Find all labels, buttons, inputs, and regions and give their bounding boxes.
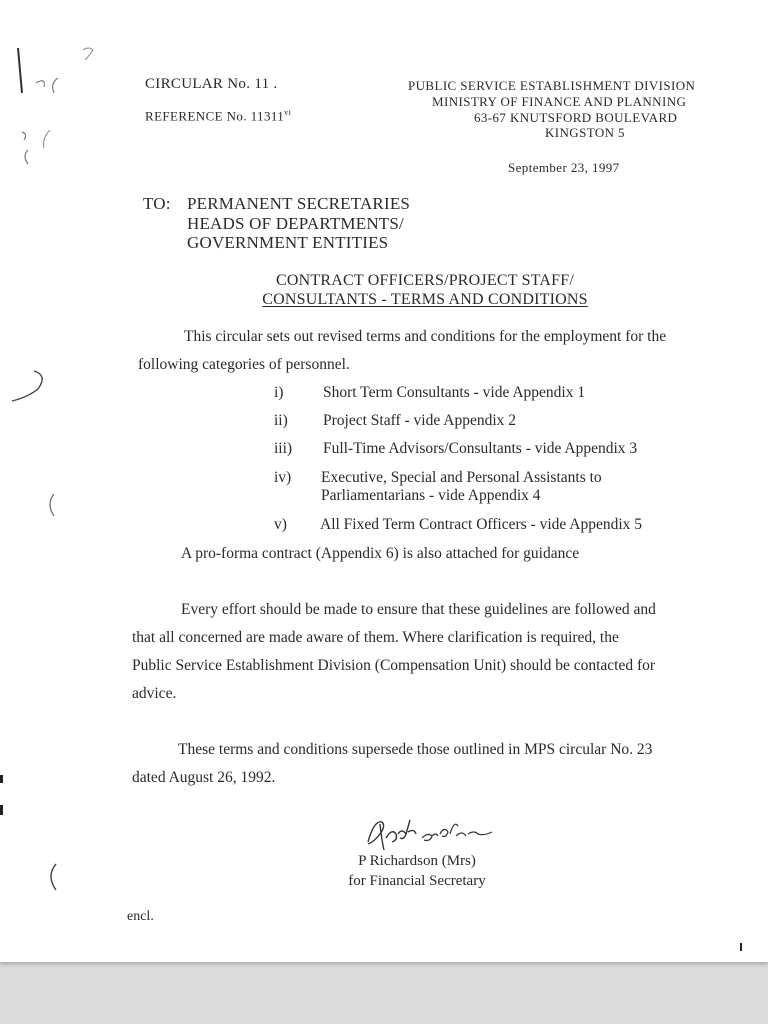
- intro-line-1: This circular sets out revised terms and conditions for the employment for the: [184, 328, 667, 345]
- margin-scribble-2: [10, 120, 60, 184]
- margin-paren-2: [42, 860, 62, 898]
- margin-paren: [42, 490, 62, 524]
- list-item-text-continued: Parliamentarians - vide Appendix 4: [321, 487, 541, 504]
- list-item-number: iv): [274, 469, 292, 486]
- list-item-text: All Fixed Term Contract Officers - vide Appendix 5: [320, 516, 643, 533]
- para2-line-3: Public Service Establishment Division (Compensation Unit) should be contacted for: [132, 657, 656, 674]
- para3-line-2: dated August 26, 1992.: [132, 769, 276, 786]
- margin-tick: [0, 775, 6, 819]
- org-line-2: MINISTRY OF FINANCE AND PLANNING: [432, 94, 687, 109]
- subject-line-2: CONSULTANTS - TERMS AND CONDITIONS: [262, 291, 588, 308]
- list-item-text: Executive, Special and Personal Assistants to: [321, 469, 602, 486]
- subject-line-1: CONTRACT OFFICERS/PROJECT STAFF/: [276, 272, 574, 289]
- list-item-number: iii): [274, 440, 293, 457]
- margin-scribble: [8, 38, 108, 112]
- para2-line-4: advice.: [132, 685, 177, 702]
- circular-number: CIRCULAR No. 11 .: [145, 76, 278, 92]
- proforma-note: A pro-forma contract (Appendix 6) is also attached for guidance: [181, 545, 580, 562]
- list-item-text: Short Term Consultants - vide Appendix 1: [323, 384, 586, 401]
- reference-number: REFERENCE No. 11311$^{vi}$: [145, 108, 292, 124]
- intro-line-2: following categories of personnel.: [138, 356, 350, 373]
- to-line-1: PERMANENT SECRETARIES: [187, 194, 411, 213]
- list-item-number: ii): [274, 412, 288, 429]
- signatory-title: for Financial Secretary: [348, 873, 486, 889]
- org-line-3: 63-67 KNUTSFORD BOULEVARD: [474, 110, 678, 125]
- para2-line-1: Every effort should be made to ensure that these guidelines are followed and: [181, 601, 656, 618]
- enclosure-note: encl.: [127, 909, 154, 924]
- stray-mark: [738, 940, 744, 959]
- para2-line-2: that all concerned are made aware of them. Where clarification is required, the: [132, 629, 619, 646]
- to-line-2: HEADS OF DEPARTMENTS/: [187, 214, 404, 233]
- margin-bracket: [6, 365, 51, 409]
- para3-line-1: These terms and conditions supersede those outlined in MPS circular No. 23: [178, 741, 653, 758]
- list-item-text: Full-Time Advisors/Consultants - vide Appendix 3: [323, 440, 638, 457]
- org-line-1: PUBLIC SERVICE ESTABLISHMENT DIVISION: [408, 78, 696, 93]
- letter-date: September 23, 1997: [508, 160, 620, 175]
- org-line-4: KINGSTON 5: [545, 125, 625, 140]
- to-label: TO:: [143, 194, 171, 213]
- signatory-name: P Richardson (Mrs): [358, 853, 476, 869]
- list-item-number: v): [274, 516, 287, 533]
- list-item-number: i): [274, 384, 284, 401]
- to-line-3: GOVERNMENT ENTITIES: [187, 233, 389, 252]
- list-item-text: Project Staff - vide Appendix 2: [323, 412, 517, 429]
